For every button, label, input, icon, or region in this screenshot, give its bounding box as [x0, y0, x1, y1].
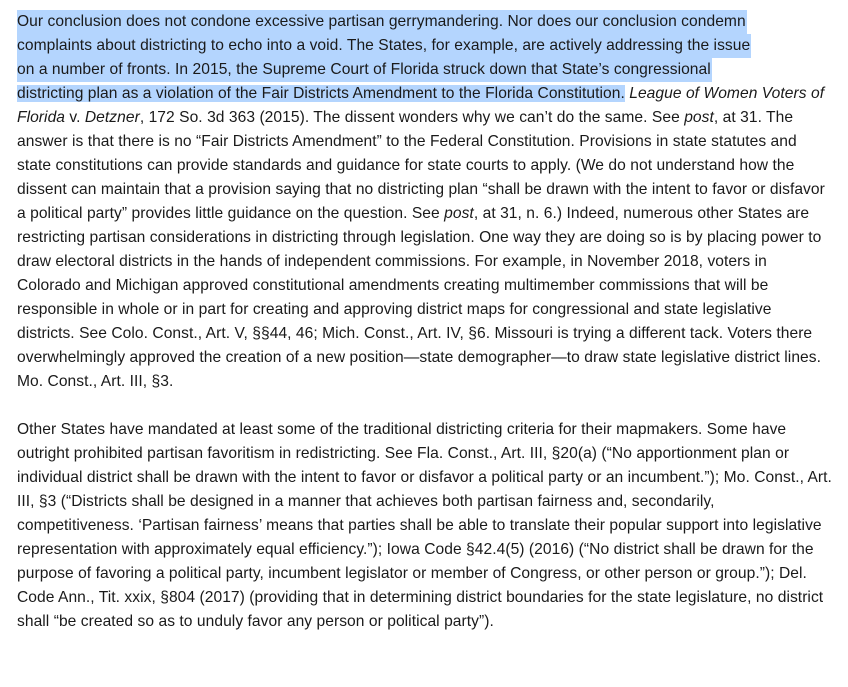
paragraph-text: , at 31, n. 6.) Indeed, numerous other States are restricting partisan considerations in districting through legislation. One way they are doing so is by placing power to draw electoral districts in the hands of independent commissions. For example, in November 2018, voters in Colorado and Michigan approved constitutional amendments creating multimember commissions that will be responsible in whole or in part for creating and approving district maps for congressional and state legislative districts. See Colo. Const., Art. V, §§44, 46; Mich. Const., Art. IV, §6. Missouri is trying a different tack. Voters there overwhelmingly approved the creation of a new position—state demographer—to draw state legislative district lines. Mo. Const., Art. III, §3. — [17, 205, 822, 390]
selected-text-end[interactable]: districting plan as a violation of the Fair Districts Amendment to the Florida Constitution. — [17, 85, 625, 102]
selected-text-line[interactable]: on a number of fronts. In 2015, the Supreme Court of Florida struck down that State’s congressional — [17, 58, 712, 82]
paragraph-1 — [17, 10, 832, 394]
case-v: v. — [65, 109, 85, 126]
selected-text-line[interactable]: Our conclusion does not condone excessive partisan gerrymandering. Nor does our conclusion condemn — [17, 10, 747, 34]
selected-text-line[interactable]: complaints about districting to echo into a void. The States, for example, are actively addressing the issue — [17, 34, 751, 58]
post-italic: post — [684, 109, 714, 126]
post-italic: post — [444, 205, 474, 222]
document-body — [17, 10, 832, 634]
case-party-italic: Detzner — [84, 109, 140, 126]
case-name-italic: League of Women Voters of Florida — [17, 85, 825, 126]
paragraph-text: , 172 So. 3d 363 (2015). The dissent wonders why we can’t do the same. See — [139, 109, 685, 126]
paragraph-2: Other States have mandated at least some of the traditional districting criteria for their mapmakers. Some have outright prohibited partisan favoritism in redistricting. See Fla. Const., Art. III, §20(a) (“No apportionment plan or individual district shall be drawn with the intent to favor or disfavor a political party or an incumbent.”); Mo. Const., Art. III, §3 (“Districts shall be designed in a manner that achieves both partisan fairness and, secondarily, competitiveness. ‘Partisan fairness’ means that parties shall be able to translate their popular support into legislative representation with approximately equal efficiency.”); Iowa Code §42.4(5) (2016) (“No district shall be drawn for the purpose of favoring a political party, incumbent legislator or member of Congress, or other person or group.”); Del. Code Ann., Tit. xxix, §804 (2017) (providing that in determining district boundaries for the state legislature, no district shall “be created so as to unduly favor any person or political party”). — [17, 421, 832, 630]
paragraph-text: , at 31. The answer is that there is no “Fair Districts Amendment” to the Federal Constitution. Provisions in state statutes and state constitutions can provide standards and guidance for state courts to apply. (We do not understand how the dissent can maintain that a provision saying that no districting plan “shall be drawn with the intent to favor or disfavor a political party” provides little guidance on the question. See — [17, 109, 825, 222]
